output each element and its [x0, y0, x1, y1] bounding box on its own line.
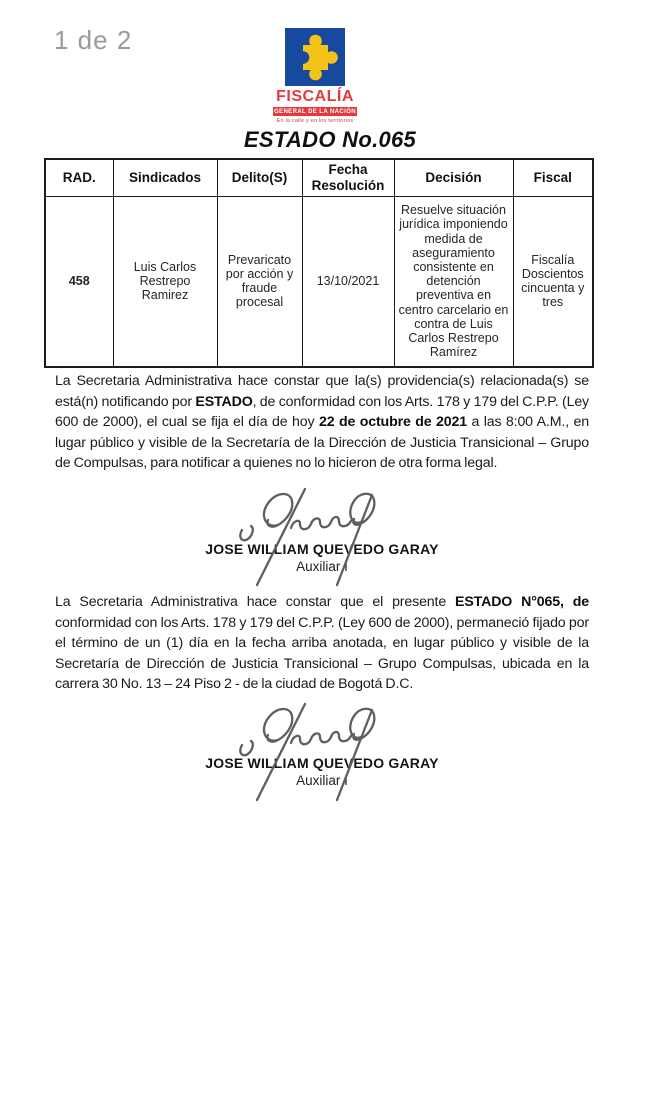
document-title: ESTADO No.065	[243, 127, 417, 152]
cell-rad: 458	[45, 197, 113, 367]
puzzle-piece-icon	[285, 28, 345, 86]
logo-wordmark: FISCALÍA	[276, 88, 354, 105]
column-header-fecha-resolucion: Fecha Resolución	[302, 159, 394, 197]
bold-fecha-fijacion: 22 de octubre de 2021	[318, 414, 467, 430]
column-header-delitos: Delito(S)	[217, 159, 302, 197]
logo-slogan: En la calle y en los territorios	[276, 117, 354, 124]
signature-image	[232, 484, 407, 587]
table-header-row	[45, 159, 593, 197]
logo-subtitle-bar: GENERAL DE LA NACIÓN	[273, 108, 356, 115]
column-header-rad: RAD.	[45, 159, 113, 197]
paragraph-text: La Secretaria Administrativa hace constar que el presente	[55, 594, 456, 610]
cell-decision: Resuelve situación jurídica imponiendo medida de aseguramiento consistente en detención preventiva en centro carcelario en contra de Luis Carlos Restrepo Ramírez	[394, 197, 513, 367]
cell-delitos: Prevaricato por acción y fraude procesal	[217, 197, 302, 367]
paragraph-desfijacion	[55, 592, 589, 695]
cell-fiscal: Fiscalía Doscientos cincuenta y tres	[513, 197, 593, 367]
signature-image	[232, 699, 407, 802]
bold-estado: ESTADO	[195, 393, 253, 410]
paragraph-text: a las 8:00 A.M., en lugar público y visible de la Secretaría de la Dirección de Justicia Transicional – Grupo de Compulsas, para notificar a quienes no lo hicieron de otra forma legal.	[55, 414, 590, 471]
cell-sindicados: Luis Carlos Restrepo Ramirez	[113, 197, 217, 367]
signatory-name: JOSE WILLIAM QUEVEDO GARAY	[205, 755, 439, 771]
signatory-role: Auxiliar I	[296, 559, 348, 574]
table-row	[45, 197, 593, 367]
estado-table	[44, 158, 594, 368]
fiscalia-logo	[270, 28, 360, 124]
paragraph-text: La Secretaria Administrativa hace constar que la(s) providencia(s) relacionada(s) se está(n) notificando por	[55, 373, 589, 410]
column-header-fiscal: Fiscal	[513, 159, 593, 197]
column-header-sindicados: Sindicados	[113, 159, 217, 197]
paragraph-text: conformidad con los Arts. 178 y 179 del C.P.P. (Ley 600 de 2000), permaneció fijado por el término de un (1) día en la fecha arriba anotada, en lugar público y visible de la Secretaría de Dirección de Justicia Transicional – Grupo Compulsas, ubicada en la carrera 30 No. 13 – 24 Piso 2 - de la ciudad de Bogotá D.C.	[55, 614, 589, 692]
paragraph-fijacion	[55, 371, 589, 474]
signatory-name: JOSE WILLIAM QUEVEDO GARAY	[205, 541, 439, 557]
signatory-role: Auxiliar I	[296, 773, 348, 788]
page-number: 1 de 2	[54, 25, 133, 55]
paragraph-text: , de conformidad con los Arts. 178 y 179 del C.P.P. (Ley 600 de 2000), el cual se fija el día de hoy	[55, 393, 589, 430]
bold-estado-numero: ESTADO N°065, de	[455, 594, 589, 610]
cell-fecha-resolucion: 13/10/2021	[302, 197, 394, 367]
column-header-decision: Decisión	[394, 159, 513, 197]
